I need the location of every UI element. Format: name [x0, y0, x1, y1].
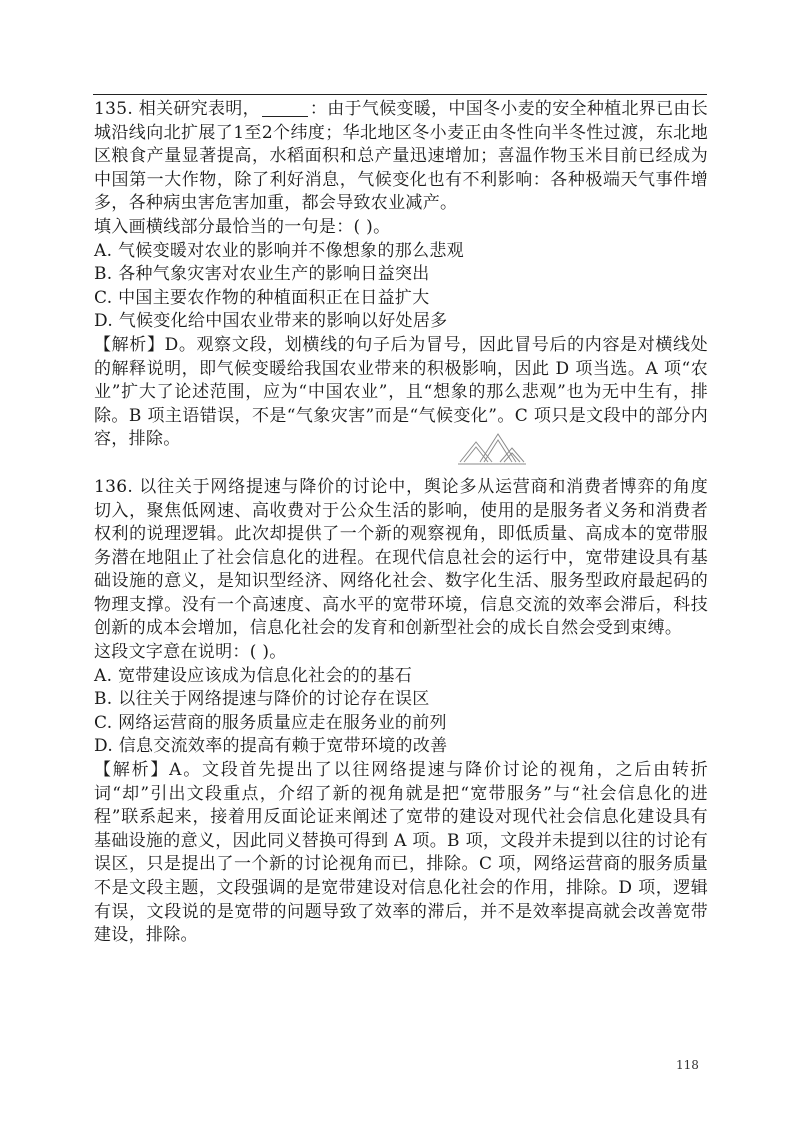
- question-135: [94, 98, 708, 452]
- page-number: 118: [676, 1058, 699, 1072]
- q136-option-c: C. 网络运营商的服务质量应走在服务业的前列: [94, 712, 447, 733]
- q136-option-b: B. 以往关于网络提速与降价的讨论存在误区: [94, 689, 430, 710]
- q135-prompt: 填入画横线部分最恰当的一句是：( )。: [94, 216, 391, 237]
- q135-stem-rest: ：由于气候变暖，中国冬小麦的安全种植北界已由长城沿线向北扩展了1至2个纬度；华北地区冬小麦正由冬性向半冬性过渡，东北地区粮食产量显著提高，水稻面积和总产量迅速增加；喜温作物玉米目前已经成为中国第一大作物，除了利好消息，气候变化也有不利影响：各种极端天气事件增多，各种病虫害危害加重，都会导致农业减产。: [94, 99, 708, 214]
- answer-blank: [262, 100, 308, 117]
- q135-stem-start: 135. 相关研究表明，: [94, 99, 260, 119]
- q136-analysis: 【解析】A。文段首先提出了以往网络提速与降价讨论的视角，之后由转折词“却”引出文段重点，介绍了新的视角就是把“宽带服务”与“社会信息化的进程”联系起来，接着用反面论证来阐述了宽带的建设对现代社会信息化建设具有基础设施的意义，因此同义替换可得到 A 项。B 项，文段并未提到以往的讨论有误区，只是提出了一个新的讨论视角而已，排除。C 项，网络运营商的服务质量不是文段主题，文段强调的是宽带建设对信息化社会的作用，排除。D 项，逻辑有误，文段说的是宽带的问题导致了效率的滞后，并不是效率提高就会改善宽带建设，排除。: [94, 760, 708, 946]
- q136-prompt: 这段文字意在说明：( )。: [94, 642, 287, 663]
- q136-option-a: A. 宽带建设应该成为信息化社会的的基石: [94, 665, 413, 686]
- q135-stem: [94, 98, 708, 216]
- question-136: [94, 476, 708, 948]
- watermark-logo-icon: [456, 412, 528, 472]
- q135-analysis: 【解析】D。观察文段，划横线的句子后为冒号，因此冒号后的内容是对横线处的解释说明，即气候变暖给我国农业带来的积极影响，因此 D 项当选。A 项“农业”扩大了论述范围，应为“中国农业”，且“想象的那么悲观”也为无中生有，排除。B 项主语错误，不是“气象灾害”而是“气候变化”。C 项只是文段中的部分内容，排除。: [94, 334, 708, 450]
- q135-option-b: B. 各种气象灾害对农业生产的影响日益突出: [94, 264, 430, 285]
- q136-stem: 136. 以往关于网络提速与降价的讨论中，舆论多从运营商和消费者博弈的角度切入，聚焦低网速、高收费对于公众生活的影响，使用的是服务者义务和消费者权利的说理逻辑。此次却提供了一个新的观察视角，即低质量、高成本的宽带服务潜在地阻止了社会信息化的进程。在现代信息社会的运行中，宽带建设具有基础设施的意义，是知识型经济、网络化社会、数字化生活、服务型政府最起码的物理支撑。没有一个高速度、高水平的宽带环境，信息交流的效率会滞后，科技创新的成本会增加，信息化社会的发育和创新型社会的成长自然会受到束缚。: [94, 476, 708, 639]
- q135-option-d: D. 气候变化给中国农业带来的影响以好处居多: [94, 311, 448, 332]
- q135-option-c: C. 中国主要农作物的种植面积正在日益扩大: [94, 287, 430, 308]
- header-rule: [93, 94, 707, 95]
- question-spacer: [94, 452, 708, 476]
- q135-option-a: A. 气候变暖对农业的影响并不像想象的那么悲观: [94, 240, 464, 261]
- q136-option-d: D. 信息交流效率的提高有赖于宽带环境的改善: [94, 736, 448, 757]
- document-body: [94, 98, 708, 948]
